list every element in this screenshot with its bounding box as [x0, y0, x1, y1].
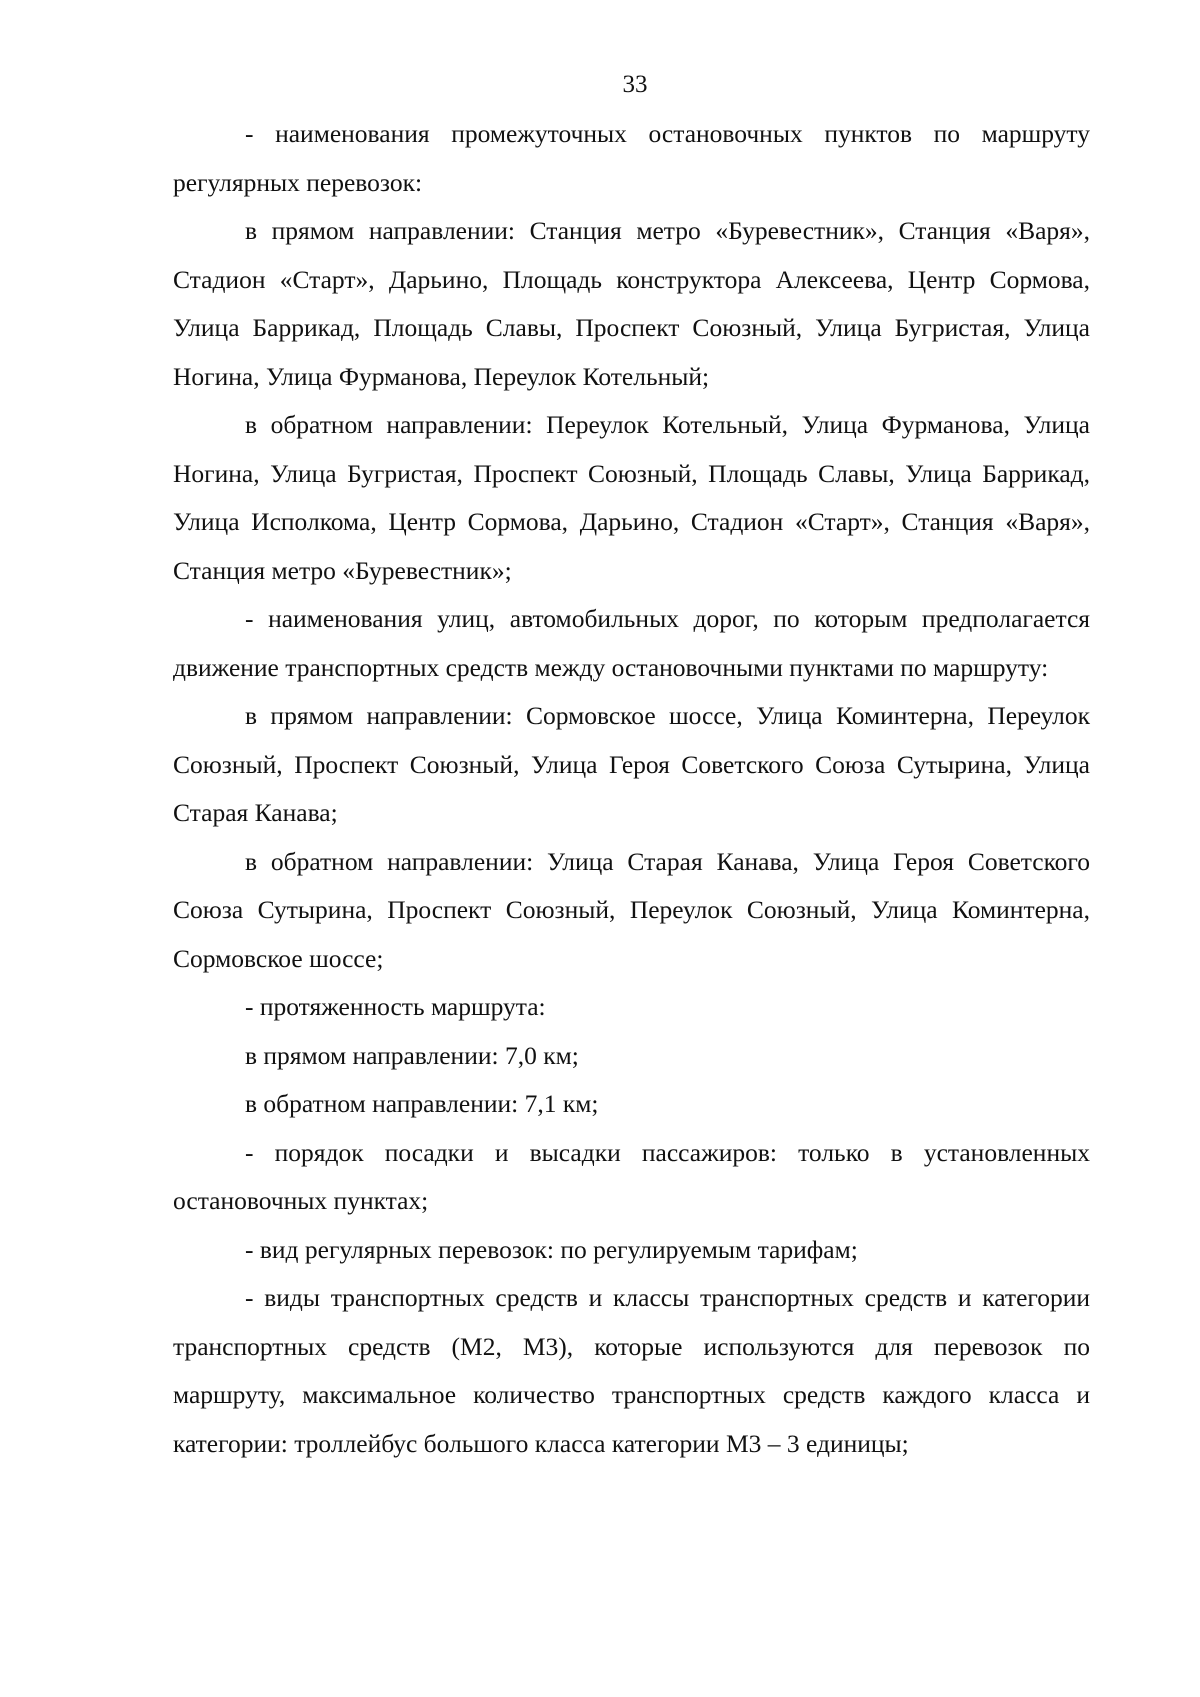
paragraph-length-heading: - протяженность маршрута: — [245, 992, 546, 1021]
paragraph-length-reverse: в обратном направлении: 7,1 км; — [245, 1089, 599, 1118]
paragraph-stops-heading: - наименования промежуточных остановочных пунктов по маршруту регулярных перевозок: — [173, 119, 1090, 197]
paragraph-length-forward: в прямом направлении: 7,0 км; — [245, 1040, 579, 1070]
document-body — [173, 110, 1090, 1468]
paragraph-stops-reverse: в обратном направлении: Переулок Котельный, Улица Фурманова, Улица Ногина, Улица Бугристая, Проспект Союзный, Площадь Славы, Улица Баррикад, Улица Исполкома, Центр Сормова, Дарьино, Стадион «Старт», Станция «Варя», Станция метро «Буревестник»; — [173, 410, 1090, 585]
paragraph-transport-type: - вид регулярных перевозок: по регулируемым тарифам; — [245, 1234, 858, 1264]
paragraph-stops-forward: в прямом направлении: Станция метро «Буревестник», Станция «Варя», Стадион «Старт», Дарьино, Площадь конструктора Алексеева, Центр Сормова, Улица Баррикад, Площадь Славы, Проспект Союзный, Улица Бугристая, Улица Ногина, Улица Фурманова, Переулок Котельный; — [173, 216, 1090, 391]
paragraph-streets-heading: - наименования улиц, автомобильных дорог, по которым предполагается движение транспортных средств между остановочными пунктами по маршруту: — [173, 604, 1090, 682]
paragraph-streets-forward: в прямом направлении: Сормовское шоссе, Улица Коминтерна, Переулок Союзный, Проспект Союзный, Улица Героя Советского Союза Сутырина, Улица Старая Канава; — [173, 701, 1090, 827]
paragraph-streets-reverse: в обратном направлении: Улица Старая Канава, Улица Героя Советского Союза Сутырина, Проспект Союзный, Переулок Союзный, Улица Коминтерна, Сормовское шоссе; — [173, 846, 1090, 973]
paragraph-vehicle-classes: - виды транспортных средств и классы транспортных средств и категории транспортных средств (М2, М3), которые используются для перевозок по маршруту, максимальное количество транспортных средств каждого класса и категории: троллейбус большого класса категории М3 – 3 единицы; — [173, 1283, 1090, 1458]
page-number: 33 — [622, 71, 648, 98]
paragraph-boarding-order: - порядок посадки и высадки пассажиров: только в установленных остановочных пунктах; — [173, 1137, 1090, 1215]
